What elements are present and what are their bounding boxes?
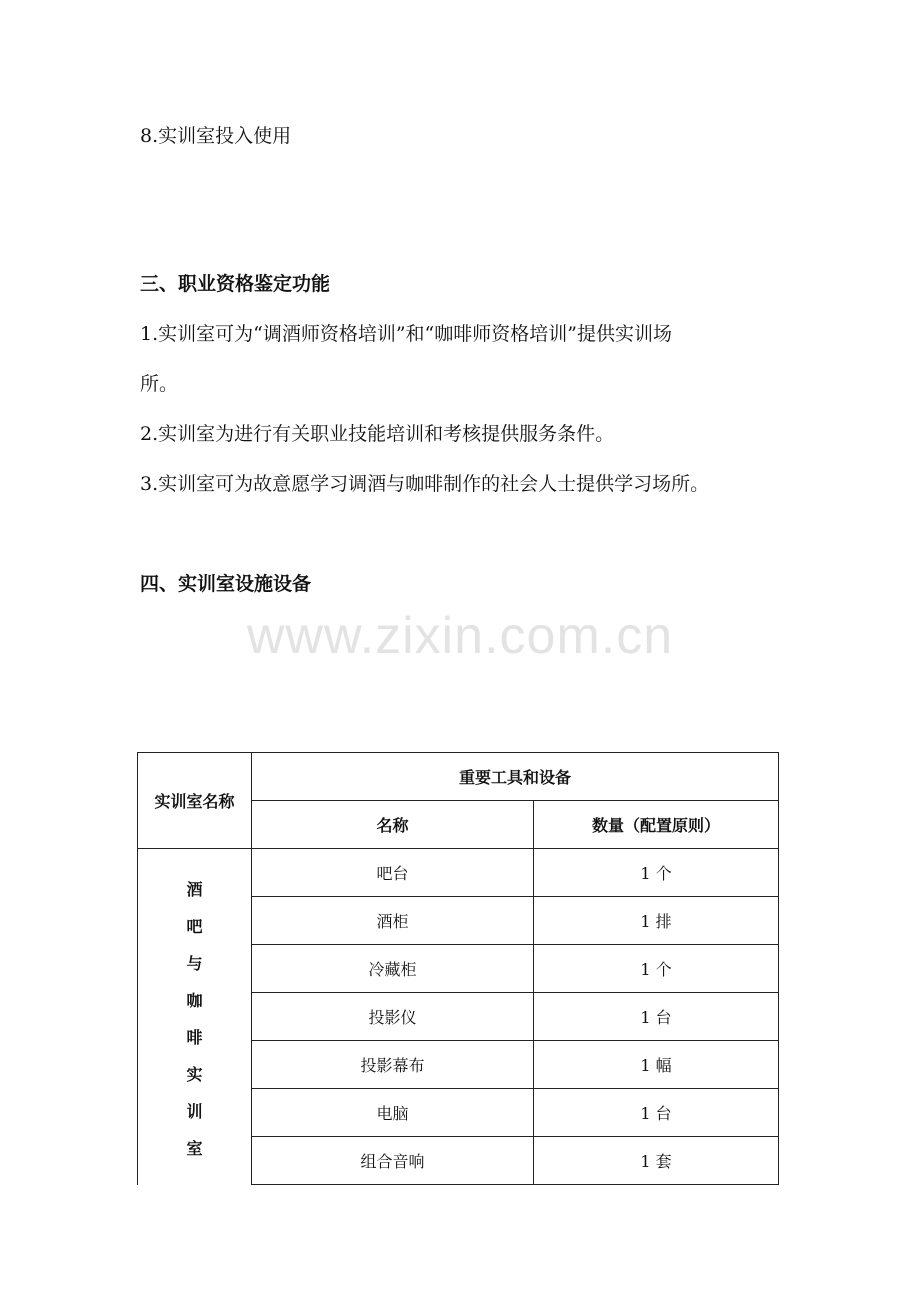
header-item-name: 名称: [252, 801, 534, 849]
item-name-cell: 吧台: [252, 849, 534, 897]
section-3-item-1-line-1: 1.实训室可为“调酒师资格培训”和“咖啡师资格培训”提供实训场: [140, 323, 672, 345]
room-char: 吧: [186, 916, 203, 936]
item-name-cell: 组合音响: [252, 1137, 534, 1185]
item-name-cell: 冷藏柜: [252, 945, 534, 993]
section-3-item-1-line-2: 所。: [140, 373, 179, 395]
section-3-item-2: 2.实训室为进行有关职业技能培训和考核提供服务条件。: [140, 423, 615, 445]
item-name-cell: 投影仪: [252, 993, 534, 1041]
section-3-heading: 三、职业资格鉴定功能: [140, 273, 331, 295]
item-8-text: 8.实训室投入使用: [140, 125, 292, 147]
item-qty-cell: 1 台: [534, 993, 779, 1041]
table-row: [138, 849, 779, 897]
room-char: 室: [186, 1138, 203, 1158]
equipment-table: [137, 752, 779, 1185]
item-qty-cell: 1 套: [534, 1137, 779, 1185]
room-char: 啡: [186, 1027, 203, 1047]
room-char: 酒: [186, 879, 203, 899]
header-tools-equipment: 重要工具和设备: [252, 753, 779, 801]
section-3-item-3: 3.实训室可为故意愿学习调酒与咖啡制作的社会人士提供学习场所。: [140, 473, 710, 495]
item-name-cell: 电脑: [252, 1089, 534, 1137]
item-qty-cell: 1 台: [534, 1089, 779, 1137]
room-char: 训: [186, 1101, 203, 1121]
room-name-vertical: [138, 849, 252, 1185]
room-char: 与: [186, 953, 203, 973]
room-char: 实: [186, 1064, 203, 1084]
item-qty-cell: 1 个: [534, 945, 779, 993]
header-quantity: 数量（配置原则）: [534, 801, 779, 849]
room-char: 咖: [186, 990, 203, 1010]
item-name-cell: 投影幕布: [252, 1041, 534, 1089]
item-qty-cell: 1 排: [534, 897, 779, 945]
item-qty-cell: 1 个: [534, 849, 779, 897]
header-room-name: 实训室名称: [138, 753, 252, 849]
watermark: www.zixin.com.cn: [246, 607, 674, 665]
item-qty-cell: 1 幅: [534, 1041, 779, 1089]
item-name-cell: 酒柜: [252, 897, 534, 945]
section-4-heading: 四、实训室设施设备: [140, 573, 312, 595]
